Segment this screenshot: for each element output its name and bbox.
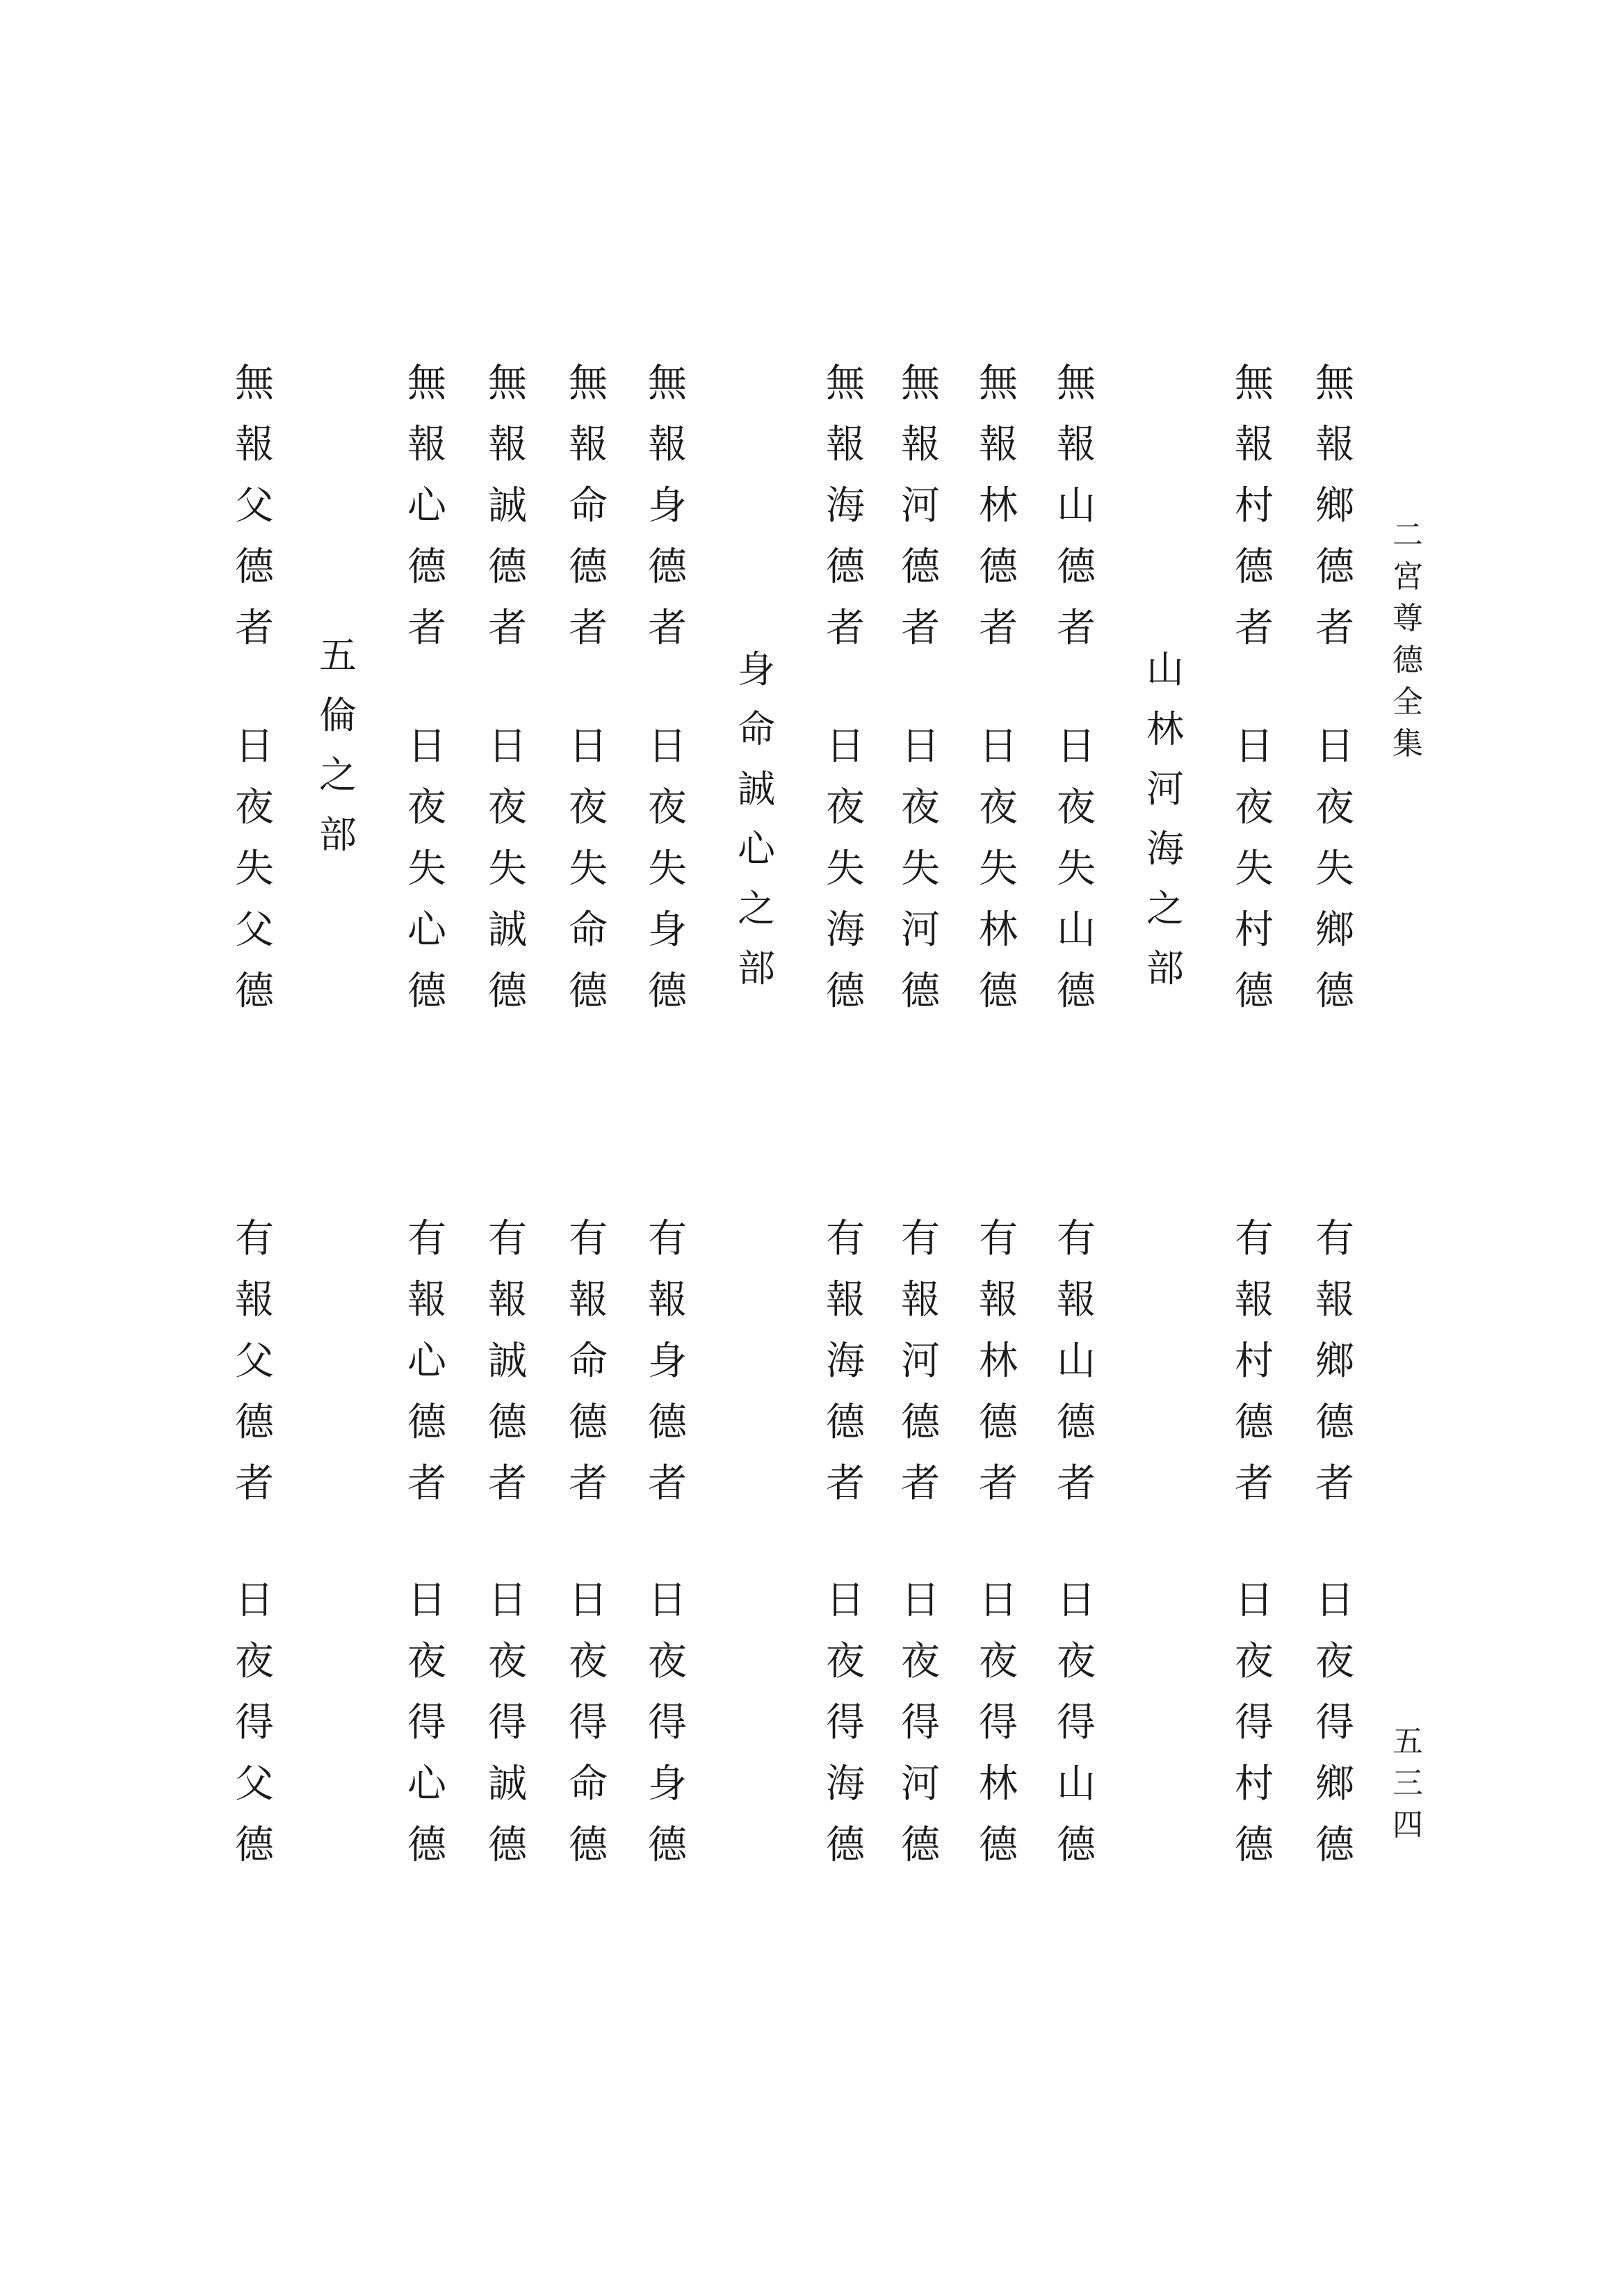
glyph: 三 bbox=[1392, 1766, 1423, 1801]
glyph: 者 bbox=[569, 606, 608, 651]
glyph: 有 bbox=[979, 1216, 1018, 1261]
glyph: 日 bbox=[488, 1578, 527, 1623]
glyph: 部 bbox=[319, 813, 357, 857]
glyph: 有 bbox=[569, 1216, 608, 1261]
glyph: 日 bbox=[901, 724, 940, 769]
glyph: 父 bbox=[235, 1339, 274, 1384]
glyph: 報 bbox=[235, 1277, 274, 1323]
glyph: 德 bbox=[488, 1823, 527, 1868]
glyph: 德 bbox=[1057, 1823, 1096, 1868]
glyph: 報 bbox=[488, 422, 527, 467]
verse-top-column bbox=[640, 716, 695, 1022]
glyph: 德 bbox=[235, 1823, 274, 1868]
glyph: 報 bbox=[826, 422, 865, 467]
glyph: 日 bbox=[407, 724, 446, 769]
glyph: 報 bbox=[569, 422, 608, 467]
glyph: 夜 bbox=[407, 785, 446, 830]
verse-top-column bbox=[971, 716, 1026, 1022]
verse-bottom-column bbox=[818, 1570, 873, 1876]
verse-bottom-column bbox=[971, 1570, 1026, 1876]
glyph: 德 bbox=[648, 544, 687, 590]
verse-bottom-column bbox=[818, 1209, 873, 1515]
glyph: 部 bbox=[738, 946, 775, 990]
glyph: 命 bbox=[569, 483, 608, 528]
glyph: 失 bbox=[826, 846, 865, 891]
glyph: 海 bbox=[826, 1761, 865, 1807]
glyph: 日 bbox=[1235, 724, 1274, 769]
glyph: 得 bbox=[1235, 1700, 1274, 1745]
glyph: 山 bbox=[1057, 1339, 1096, 1384]
glyph: 德 bbox=[1315, 544, 1354, 590]
glyph: 命 bbox=[569, 1339, 608, 1384]
glyph: 德 bbox=[569, 1823, 608, 1868]
glyph: 者 bbox=[648, 1461, 687, 1506]
glyph: 無 bbox=[488, 361, 527, 406]
verse-bottom-column bbox=[1307, 1570, 1363, 1876]
glyph: 失 bbox=[901, 846, 940, 891]
glyph: 德 bbox=[569, 1400, 608, 1445]
glyph: 無 bbox=[901, 361, 940, 406]
glyph: 者 bbox=[979, 1461, 1018, 1506]
glyph: 海 bbox=[1146, 827, 1184, 871]
glyph: 海 bbox=[826, 1339, 865, 1384]
glyph: 德 bbox=[901, 544, 940, 590]
glyph: 山 bbox=[1057, 483, 1096, 528]
glyph: 夜 bbox=[979, 1639, 1018, 1684]
glyph: 日 bbox=[569, 1578, 608, 1623]
verse-bottom-column bbox=[1048, 1209, 1104, 1515]
verse-bottom-column bbox=[893, 1209, 948, 1515]
glyph: 日 bbox=[979, 724, 1018, 769]
glyph: 德 bbox=[569, 969, 608, 1014]
glyph: 身 bbox=[648, 1761, 687, 1807]
verse-bottom-column bbox=[227, 1570, 282, 1876]
glyph: 有 bbox=[235, 1216, 274, 1261]
glyph: 德 bbox=[979, 544, 1018, 590]
glyph: 者 bbox=[235, 606, 274, 651]
verse-bottom-column bbox=[1226, 1570, 1282, 1876]
glyph: 夜 bbox=[979, 785, 1018, 830]
glyph: 心 bbox=[407, 1339, 446, 1384]
glyph: 林 bbox=[979, 1339, 1018, 1384]
glyph: 有 bbox=[407, 1216, 446, 1261]
glyph: 山 bbox=[1057, 907, 1096, 953]
glyph: 德 bbox=[901, 1823, 940, 1868]
glyph: 德 bbox=[901, 969, 940, 1014]
glyph: 報 bbox=[407, 422, 446, 467]
glyph: 報 bbox=[979, 1277, 1018, 1323]
verse-top-column bbox=[818, 716, 873, 1022]
glyph: 德 bbox=[979, 969, 1018, 1014]
glyph: 日 bbox=[1315, 1578, 1354, 1623]
glyph: 倫 bbox=[319, 693, 357, 737]
glyph: 誠 bbox=[488, 483, 527, 528]
glyph: 德 bbox=[1057, 544, 1096, 590]
glyph: 日 bbox=[826, 1578, 865, 1623]
glyph: 父 bbox=[235, 483, 274, 528]
glyph: 命 bbox=[738, 707, 775, 751]
verse-bottom-column bbox=[227, 1209, 282, 1515]
glyph: 誠 bbox=[738, 767, 775, 811]
glyph: 心 bbox=[407, 907, 446, 953]
glyph: 有 bbox=[826, 1216, 865, 1261]
glyph: 德 bbox=[648, 1400, 687, 1445]
verse-top-column bbox=[227, 353, 282, 659]
glyph: 夜 bbox=[488, 785, 527, 830]
glyph: 有 bbox=[901, 1216, 940, 1261]
glyph: 報 bbox=[1315, 422, 1354, 467]
glyph: 鄉 bbox=[1315, 1761, 1354, 1807]
glyph: 父 bbox=[235, 907, 274, 953]
glyph: 者 bbox=[1315, 606, 1354, 651]
glyph: 日 bbox=[488, 724, 527, 769]
glyph: 德 bbox=[488, 969, 527, 1014]
glyph: 宮 bbox=[1392, 559, 1423, 595]
glyph: 無 bbox=[407, 361, 446, 406]
glyph: 夜 bbox=[648, 1639, 687, 1684]
verse-top-column bbox=[227, 716, 282, 1022]
glyph: 得 bbox=[648, 1700, 687, 1745]
glyph: 德 bbox=[1392, 643, 1423, 678]
glyph: 失 bbox=[1235, 846, 1274, 891]
verse-top-column bbox=[399, 716, 455, 1022]
glyph: 村 bbox=[1235, 907, 1274, 953]
glyph: 得 bbox=[569, 1700, 608, 1745]
page-number bbox=[1387, 1721, 1429, 1846]
glyph: 河 bbox=[901, 907, 940, 953]
glyph: 山 bbox=[1057, 1761, 1096, 1807]
section-heading-sanrin bbox=[1137, 640, 1193, 999]
glyph: 夜 bbox=[569, 1639, 608, 1684]
verse-top-column bbox=[560, 353, 616, 659]
glyph: 身 bbox=[738, 647, 775, 691]
glyph: 心 bbox=[738, 827, 775, 871]
glyph: 德 bbox=[235, 544, 274, 590]
verse-top-column bbox=[480, 353, 535, 659]
glyph: 河 bbox=[901, 1339, 940, 1384]
verse-top-column bbox=[971, 353, 1026, 659]
glyph: 德 bbox=[569, 544, 608, 590]
glyph: 部 bbox=[1146, 946, 1184, 990]
glyph: 者 bbox=[979, 606, 1018, 651]
glyph: 報 bbox=[1057, 422, 1096, 467]
glyph: 河 bbox=[901, 483, 940, 528]
glyph: 日 bbox=[407, 1578, 446, 1623]
glyph: 德 bbox=[979, 1400, 1018, 1445]
glyph: 德 bbox=[407, 969, 446, 1014]
glyph: 德 bbox=[1315, 1400, 1354, 1445]
glyph: 得 bbox=[407, 1700, 446, 1745]
glyph: 者 bbox=[1057, 1461, 1096, 1506]
glyph: 無 bbox=[826, 361, 865, 406]
glyph: 夜 bbox=[826, 785, 865, 830]
glyph: 山 bbox=[1146, 647, 1184, 691]
glyph: 夜 bbox=[1315, 1639, 1354, 1684]
glyph: 夜 bbox=[407, 1639, 446, 1684]
glyph: 者 bbox=[488, 606, 527, 651]
glyph: 日 bbox=[648, 1578, 687, 1623]
verse-bottom-column bbox=[893, 1570, 948, 1876]
glyph: 者 bbox=[648, 606, 687, 651]
glyph: 德 bbox=[1235, 1823, 1274, 1868]
glyph: 心 bbox=[407, 483, 446, 528]
glyph: 失 bbox=[235, 846, 274, 891]
glyph: 得 bbox=[1057, 1700, 1096, 1745]
glyph: 身 bbox=[648, 1339, 687, 1384]
verse-top-column bbox=[893, 716, 948, 1022]
verse-bottom-column bbox=[1307, 1209, 1363, 1515]
verse-top-column bbox=[1048, 716, 1104, 1022]
glyph: 日 bbox=[1057, 724, 1096, 769]
glyph: 德 bbox=[1235, 969, 1274, 1014]
glyph: 日 bbox=[1057, 1578, 1096, 1623]
glyph: 鄉 bbox=[1315, 483, 1354, 528]
glyph: 德 bbox=[1235, 544, 1274, 590]
glyph: 五 bbox=[319, 633, 357, 677]
glyph: 誠 bbox=[488, 907, 527, 953]
glyph: 心 bbox=[407, 1761, 446, 1807]
section-heading-gorin bbox=[310, 626, 366, 865]
verse-top-column bbox=[640, 353, 695, 659]
glyph: 失 bbox=[1315, 846, 1354, 891]
glyph: 夜 bbox=[1057, 1639, 1096, 1684]
verse-bottom-column bbox=[480, 1209, 535, 1515]
glyph: 德 bbox=[488, 544, 527, 590]
glyph: 報 bbox=[648, 1277, 687, 1323]
glyph: 鄉 bbox=[1315, 907, 1354, 953]
glyph: 德 bbox=[235, 1400, 274, 1445]
verse-bottom-column bbox=[560, 1209, 616, 1515]
glyph: 無 bbox=[235, 361, 274, 406]
glyph: 無 bbox=[648, 361, 687, 406]
glyph: 村 bbox=[1235, 1761, 1274, 1807]
glyph: 有 bbox=[1057, 1216, 1096, 1261]
glyph: 無 bbox=[979, 361, 1018, 406]
glyph: 身 bbox=[648, 483, 687, 528]
glyph: 鄉 bbox=[1315, 1339, 1354, 1384]
verse-bottom-column bbox=[1048, 1570, 1104, 1876]
glyph: 失 bbox=[979, 846, 1018, 891]
glyph: 無 bbox=[569, 361, 608, 406]
running-head bbox=[1387, 515, 1429, 765]
glyph: 尊 bbox=[1392, 601, 1423, 636]
verse-bottom-column bbox=[971, 1209, 1026, 1515]
glyph: 報 bbox=[826, 1277, 865, 1323]
glyph: 者 bbox=[1315, 1461, 1354, 1506]
verse-top-column bbox=[399, 353, 455, 659]
verse-bottom-column bbox=[560, 1570, 616, 1876]
glyph: 報 bbox=[1235, 1277, 1274, 1323]
glyph: 德 bbox=[1057, 969, 1096, 1014]
glyph: 德 bbox=[407, 544, 446, 590]
glyph: 報 bbox=[235, 422, 274, 467]
glyph: 德 bbox=[901, 1400, 940, 1445]
glyph: 林 bbox=[1146, 707, 1184, 751]
glyph: 者 bbox=[407, 606, 446, 651]
glyph: 夜 bbox=[1315, 785, 1354, 830]
glyph: 夜 bbox=[569, 785, 608, 830]
glyph: 夜 bbox=[826, 1639, 865, 1684]
verse-top-column bbox=[1048, 353, 1104, 659]
glyph: 父 bbox=[235, 1761, 274, 1807]
glyph: 夜 bbox=[235, 785, 274, 830]
glyph: 失 bbox=[1057, 846, 1096, 891]
glyph: 四 bbox=[1392, 1807, 1423, 1843]
glyph: 日 bbox=[235, 1578, 274, 1623]
glyph: 夜 bbox=[1235, 785, 1274, 830]
glyph: 日 bbox=[1315, 724, 1354, 769]
glyph: 者 bbox=[826, 1461, 865, 1506]
glyph: 夜 bbox=[901, 1639, 940, 1684]
glyph: 德 bbox=[979, 1823, 1018, 1868]
glyph: 報 bbox=[1235, 422, 1274, 467]
glyph: 報 bbox=[1057, 1277, 1096, 1323]
glyph: 村 bbox=[1235, 483, 1274, 528]
glyph: 得 bbox=[826, 1700, 865, 1745]
glyph: 者 bbox=[901, 606, 940, 651]
glyph: 德 bbox=[235, 969, 274, 1014]
glyph: 河 bbox=[901, 1761, 940, 1807]
glyph: 夜 bbox=[488, 1639, 527, 1684]
glyph: 者 bbox=[901, 1461, 940, 1506]
verse-bottom-column bbox=[480, 1570, 535, 1876]
glyph: 夜 bbox=[901, 785, 940, 830]
verse-bottom-column bbox=[399, 1570, 455, 1876]
glyph: 無 bbox=[1315, 361, 1354, 406]
glyph: 者 bbox=[488, 1461, 527, 1506]
glyph: 日 bbox=[648, 724, 687, 769]
glyph: 有 bbox=[488, 1216, 527, 1261]
glyph: 海 bbox=[826, 907, 865, 953]
glyph: 誠 bbox=[488, 1339, 527, 1384]
glyph: 德 bbox=[1315, 1823, 1354, 1868]
glyph: 德 bbox=[826, 1823, 865, 1868]
glyph: 無 bbox=[1057, 361, 1096, 406]
glyph: 失 bbox=[648, 846, 687, 891]
verse-bottom-column bbox=[1226, 1209, 1282, 1515]
glyph: 日 bbox=[1235, 1578, 1274, 1623]
glyph: 村 bbox=[1235, 1339, 1274, 1384]
verse-bottom-column bbox=[640, 1209, 695, 1515]
glyph: 之 bbox=[738, 887, 775, 930]
glyph: 日 bbox=[569, 724, 608, 769]
glyph: 有 bbox=[1235, 1216, 1274, 1261]
glyph: 德 bbox=[488, 1400, 527, 1445]
glyph: 夜 bbox=[648, 785, 687, 830]
glyph: 身 bbox=[648, 907, 687, 953]
glyph: 夜 bbox=[235, 1639, 274, 1684]
glyph: 失 bbox=[407, 846, 446, 891]
glyph: 者 bbox=[407, 1461, 446, 1506]
glyph: 報 bbox=[901, 422, 940, 467]
glyph: 報 bbox=[648, 422, 687, 467]
glyph: 者 bbox=[235, 1461, 274, 1506]
verse-top-column bbox=[480, 716, 535, 1022]
glyph: 日 bbox=[979, 1578, 1018, 1623]
glyph: 報 bbox=[901, 1277, 940, 1323]
glyph: 德 bbox=[1057, 1400, 1096, 1445]
glyph: 林 bbox=[979, 483, 1018, 528]
glyph: 報 bbox=[488, 1277, 527, 1323]
glyph: 得 bbox=[979, 1700, 1018, 1745]
glyph: 德 bbox=[826, 1400, 865, 1445]
verse-bottom-column bbox=[640, 1570, 695, 1876]
glyph: 得 bbox=[488, 1700, 527, 1745]
glyph: 德 bbox=[1235, 1400, 1274, 1445]
verse-bottom-column bbox=[399, 1209, 455, 1515]
glyph: 得 bbox=[235, 1700, 274, 1745]
glyph: 者 bbox=[569, 1461, 608, 1506]
glyph: 報 bbox=[407, 1277, 446, 1323]
glyph: 之 bbox=[319, 753, 357, 797]
glyph: 得 bbox=[1315, 1700, 1354, 1745]
glyph: 有 bbox=[648, 1216, 687, 1261]
verse-top-column bbox=[1307, 353, 1363, 659]
glyph: 日 bbox=[826, 724, 865, 769]
verse-top-column bbox=[560, 716, 616, 1022]
glyph: 德 bbox=[407, 1400, 446, 1445]
verse-top-column bbox=[1226, 716, 1282, 1022]
glyph: 二 bbox=[1392, 517, 1423, 553]
verse-top-column bbox=[818, 353, 873, 659]
glyph: 者 bbox=[1235, 1461, 1274, 1506]
glyph: 德 bbox=[826, 969, 865, 1014]
glyph: 河 bbox=[1146, 767, 1184, 811]
glyph: 林 bbox=[979, 907, 1018, 953]
glyph: 報 bbox=[569, 1277, 608, 1323]
glyph: 德 bbox=[1315, 969, 1354, 1014]
verse-top-column bbox=[1226, 353, 1282, 659]
glyph: 林 bbox=[979, 1761, 1018, 1807]
section-heading-shinmei bbox=[729, 640, 784, 999]
verse-top-column bbox=[893, 353, 948, 659]
glyph: 報 bbox=[979, 422, 1018, 467]
glyph: 有 bbox=[1315, 1216, 1354, 1261]
glyph: 得 bbox=[901, 1700, 940, 1745]
glyph: 命 bbox=[569, 1761, 608, 1807]
glyph: 集 bbox=[1392, 726, 1423, 761]
glyph: 無 bbox=[1235, 361, 1274, 406]
glyph: 全 bbox=[1392, 684, 1423, 720]
glyph: 五 bbox=[1392, 1724, 1423, 1759]
glyph: 失 bbox=[488, 846, 527, 891]
glyph: 報 bbox=[1315, 1277, 1354, 1323]
glyph: 命 bbox=[569, 907, 608, 953]
glyph: 日 bbox=[235, 724, 274, 769]
glyph: 夜 bbox=[1057, 785, 1096, 830]
glyph: 誠 bbox=[488, 1761, 527, 1807]
glyph: 夜 bbox=[1235, 1639, 1274, 1684]
glyph: 海 bbox=[826, 483, 865, 528]
glyph: 德 bbox=[826, 544, 865, 590]
glyph: 者 bbox=[1057, 606, 1096, 651]
glyph: 日 bbox=[901, 1578, 940, 1623]
glyph: 之 bbox=[1146, 887, 1184, 930]
glyph: 德 bbox=[648, 969, 687, 1014]
glyph: 者 bbox=[1235, 606, 1274, 651]
glyph: 德 bbox=[407, 1823, 446, 1868]
glyph: 德 bbox=[648, 1823, 687, 1868]
glyph: 失 bbox=[569, 846, 608, 891]
glyph: 者 bbox=[826, 606, 865, 651]
verse-top-column bbox=[1307, 716, 1363, 1022]
